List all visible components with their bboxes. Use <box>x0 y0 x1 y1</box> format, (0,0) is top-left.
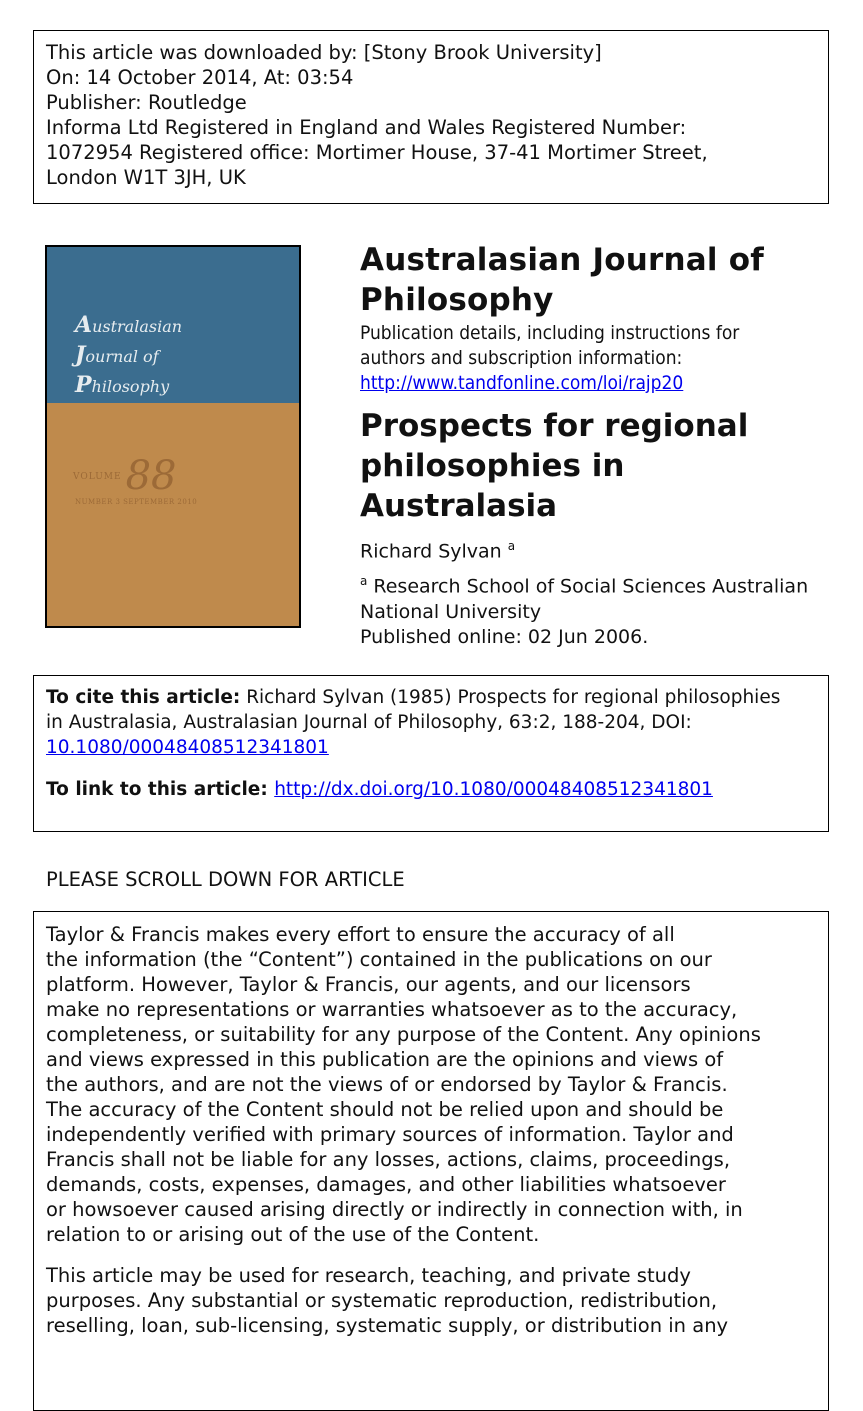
author: Richard Sylvan $^a$ <box>360 539 516 563</box>
journal-url-link[interactable]: http://www.tandfonline.com/loi/rajp20 <box>360 372 684 394</box>
citation-text: To cite this article: Richard Sylvan (1985) Prospects for regional philosophies in Australasia, Australasian Journal of Philosophy, 63:2, 188-204, DOI: 10.1080/00048408512341801 <box>46 687 781 758</box>
scroll-notice: PLEASE SCROLL DOWN FOR ARTICLE <box>46 868 405 891</box>
disclaimer-box <box>33 911 829 1411</box>
article-title: Prospects for regional philosophies in Australasia <box>360 408 749 524</box>
published-online-date: Published online: 02 Jun 2006. <box>360 625 649 648</box>
download-info-box <box>33 30 829 204</box>
author-affiliation: $^a$ Research School of Social Sciences Australian National University <box>360 574 809 623</box>
cover-bottom-panel <box>47 403 299 626</box>
link-label: To link to this article: <box>46 779 275 800</box>
doi-link[interactable]: 10.1080/00048408512341801 <box>46 737 329 758</box>
citation-box <box>33 675 829 832</box>
disclaimer-paragraph: Taylor & Francis makes every effort to ensure the accuracy of all the information (the “Content”) contained in the publications on our platform. However, Taylor & Francis, our agents, and our licensors make no representations or warranties whatsoever as to the accuracy, completeness, or suitability for any purpose of the Content. Any opinions and views expressed in this publication are the opinions and views of the authors, and are not the views of or endorsed by Taylor & Francis. The accuracy of the Content should not be relied upon and should be independently verified with primary sources of information. Taylor and Francis shall not be liable for any losses, actions, claims, proceedings, demands, costs, expenses, damages, and other liabilities whatsoever or howsoever caused arising directly or indirectly in connection with, in relation to or arising out of the use of the Content. <box>46 923 761 1246</box>
article-metadata <box>360 240 830 650</box>
download-line: Publisher: Routledge <box>46 91 247 114</box>
journal-title: Australasian Journal of Philosophy <box>360 242 764 318</box>
disclaimer-paragraph: This article may be used for research, teaching, and private study purposes. Any substantial or systematic reproduction, redistribution, reselling, loan, sub-licensing, systematic supply, or distribution in any <box>46 1264 729 1337</box>
download-line: Informa Ltd Registered in England and Wales Registered Number: <box>46 116 687 139</box>
download-line: On: 14 October 2014, At: 03:54 <box>46 66 354 89</box>
cite-label: To cite this article: <box>46 687 241 708</box>
journal-cover-image <box>45 245 301 628</box>
article-url-link[interactable]: http://dx.doi.org/10.1080/00048408512341801 <box>274 779 713 800</box>
article-link-row <box>46 777 816 802</box>
publication-details: Publication details, including instructions for authors and subscription information: http://www.tandfonline.com/loi/rajp20 <box>360 322 740 394</box>
cover-volume: $^{VOLUME}$ 88 <box>73 453 177 499</box>
download-line: This article was downloaded by: [Stony Brook University] <box>46 41 602 64</box>
cover-issue-line: NUMBER 3 SEPTEMBER 2010 <box>75 498 198 506</box>
download-line: 1072954 Registered office: Mortimer House, 37-41 Mortimer Street, <box>46 141 708 164</box>
download-line: London W1T 3JH, UK <box>46 166 246 189</box>
cover-title: Australasian Journal of Philosophy <box>75 312 183 398</box>
